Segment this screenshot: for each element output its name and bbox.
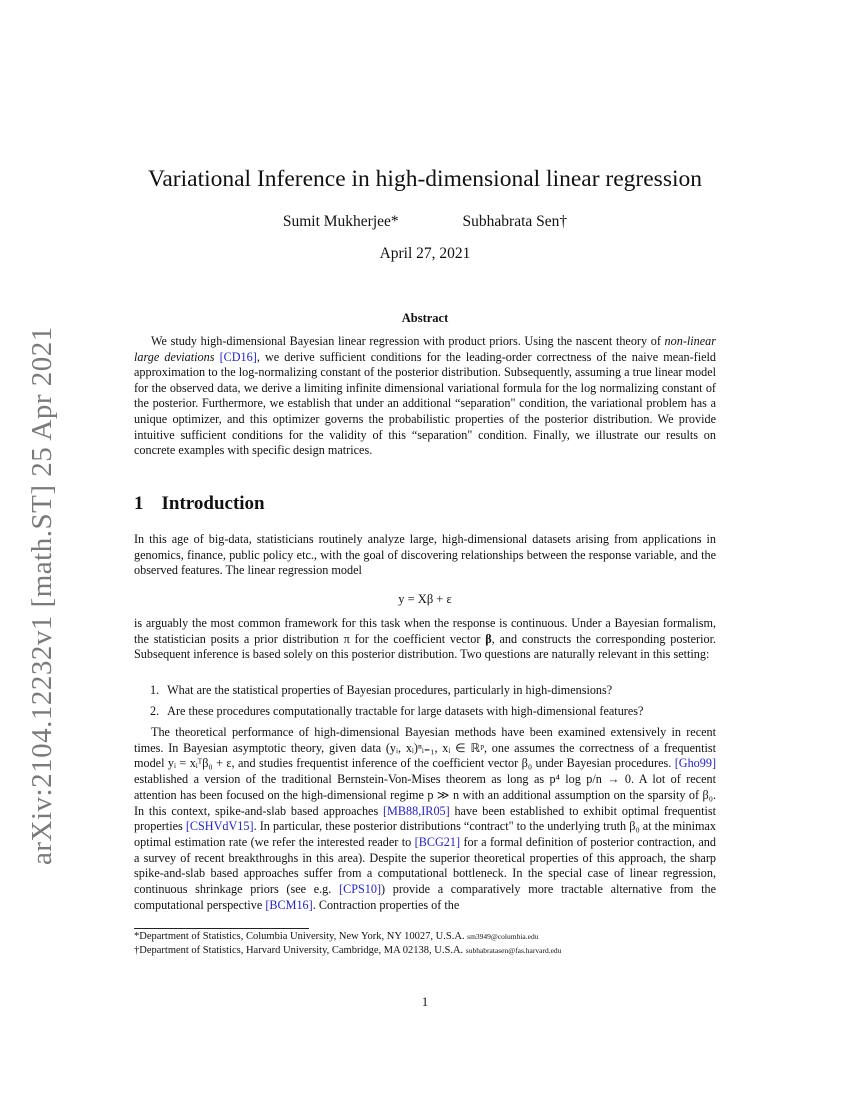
- para2-text-a: is arguably the most common framework for this task when the response is continuous. Under a Bayesian formalism, the statistician posits a prior distribution π for the coefficient vector: [134, 616, 716, 646]
- citation-link[interactable]: [BCM16]: [265, 897, 313, 912]
- list-number: 1.: [150, 683, 160, 697]
- para3-text: . In particular, these posterior distributions “contract" to the underlying truth β₀ at the minimax optimal estimation rate (we refer the interested reader to: [134, 819, 717, 849]
- intro-paragraph-2: [134, 616, 716, 663]
- arxiv-stamp-text: arXiv:2104.12232v1 [math.ST] 25 Apr 2021: [26, 326, 58, 865]
- footnotes: [134, 930, 716, 957]
- para3-text: The theoretical performance of high-dimensional Bayesian methods have been examined extensively in recent times. In Bayesian asymptotic theory, given data (y: [134, 725, 716, 755]
- list-text: What are the statistical properties of Bayesian procedures, particularly in high-dimensions?: [167, 683, 613, 697]
- para2-text-c: , and constructs the corresponding posterior. Subsequent inference is based solely on this posterior distribution. Two questions are naturally relevant in this setting:: [134, 631, 716, 662]
- para3-text: ) provide a comparatively more tractable alternative from the computational perspective: [134, 882, 716, 912]
- list-number: 2.: [150, 704, 160, 718]
- paper-date: April 27, 2021: [379, 245, 471, 262]
- para3-text: ᵢ, xᵢ)ⁿᵢ₌₁, xᵢ ∈ ℝᵖ, one assumes the correctness of a frequentist model yᵢ = xᵢᵀβ₀ + ε, and studies frequentist inference of the coefficient vector β₀ under Bayesian procedures.: [134, 740, 716, 771]
- list-item: [150, 683, 716, 698]
- abstract-emph: non-linear large deviations: [134, 334, 716, 364]
- beta-symbol: β: [485, 631, 492, 646]
- abstract-part1: We study high-dimensional Bayesian linear regression with product priors. Using the nascent theory of: [151, 334, 665, 348]
- author-2: Subhabrata Sen†: [462, 213, 568, 230]
- author-1: Sumit Mukherjee*: [282, 213, 399, 230]
- list-text: Are these procedures computationally tractable for large datasets with high-dimensional features?: [167, 704, 644, 718]
- regression-equation: y = Xβ + ε: [398, 592, 452, 606]
- author-list: [134, 213, 716, 231]
- citation-link[interactable]: IR05]: [421, 803, 450, 818]
- footnote-2: [134, 944, 716, 958]
- footnote-1: [134, 930, 716, 944]
- para3-text: have been established to exhibit optimal frequentist properties: [134, 803, 716, 834]
- section-title: Introduction: [161, 493, 265, 514]
- section-heading: [134, 493, 265, 515]
- citation-link[interactable]: [BCG21]: [414, 834, 461, 849]
- intro-paragraph-1: In this age of big-data, statisticians routinely analyze large, high-dimensional datasets arising from applications in genomics, finance, public policy etc., with the goal of discovering relationships between the response variable, and the observed features. The linear regression model: [134, 532, 716, 578]
- citation-link[interactable]: [Gho99]: [674, 756, 716, 771]
- footnote-rule: [134, 928, 309, 929]
- citation-link[interactable]: [CD16]: [219, 349, 257, 364]
- paper-title: Variational Inference in high-dimensional linear regression: [147, 166, 702, 192]
- abstract-heading: Abstract: [401, 311, 449, 325]
- para3-text: . Contraction properties of the: [312, 897, 460, 912]
- citation-link[interactable]: [CSHVdV15]: [185, 819, 254, 834]
- footnote-text: *Department of Statistics, Columbia University, New York, NY 10027, U.S.A.: [134, 931, 468, 942]
- intro-paragraph-3: [134, 725, 716, 913]
- para3-text: established a version of the traditional Bernstein-Von-Mises theorem as long as p⁴ log p/n → 0. A lot of recent attention has been focused on the high-dimensional regime p ≫ n with an additional assumption on the sparsity of β₀. In this context, spike-and-slab based approaches: [134, 772, 716, 818]
- citation-link[interactable]: [CPS10]: [339, 882, 382, 897]
- section-number: 1: [134, 493, 144, 514]
- list-item: [150, 704, 716, 719]
- page-number: 1: [421, 995, 429, 1009]
- footnote-text: †Department of Statistics, Harvard University, Cambridge, MA 02138, U.S.A.: [134, 944, 466, 956]
- abstract-part2: , we derive sufficient conditions for the leading-order correctness of the naive mean-field approximation to the log-normalizing constant of the posterior distribution. Subsequently, assuming a true linear model for the observed data, we derive a limiting infinite dimensional variational formula for the log normalizing constant of the posterior. Furthermore, we establish that under an additional “separation" condition, the variational problem has a unique optimizer, and this optimizer governs the probabilistic properties of the posterior distribution. We provide intuitive sufficient conditions for the validity of this “separation" condition. Finally, we illustrate our results on concrete examples with specific design matrices.: [134, 349, 716, 458]
- abstract-text: [134, 334, 716, 459]
- citation-link[interactable]: [MB88,: [382, 803, 422, 818]
- footnote-email: sm3949@columbia.edu: [467, 932, 539, 941]
- footnote-email: subhabratasen@fas.harvard.edu: [465, 945, 562, 955]
- para3-text: for a formal definition of posterior contraction, and a survey of recent breakthroughs in this area). Despite the superior theoretical properties of this approach, the sharp spike-and-slab based approaches suffer from a computational bottleneck. In the special case of linear regression, continuous shrinkage priors (see e.g.: [134, 834, 716, 897]
